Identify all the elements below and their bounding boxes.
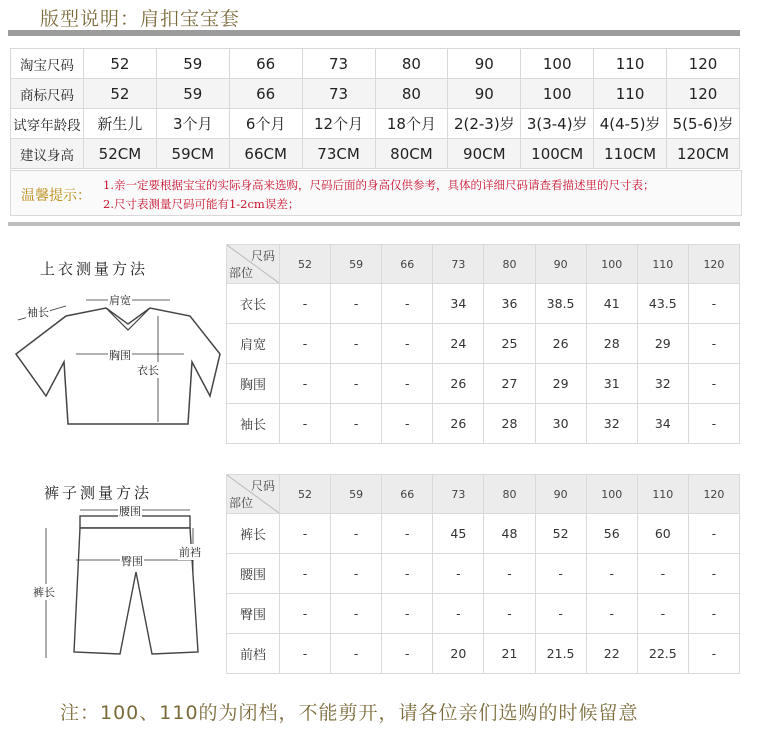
table-cell: 48	[484, 514, 535, 554]
table-cell: 73	[302, 79, 375, 109]
table-cell: 80CM	[375, 139, 448, 169]
top-measure-title: 上衣测量方法	[40, 260, 149, 278]
table-cell: -	[280, 404, 331, 444]
pants-length-label: 裤长	[33, 586, 55, 599]
table-cell: 26	[535, 324, 586, 364]
table-cell: -	[280, 554, 331, 594]
title-divider	[8, 30, 740, 36]
table-cell: 25	[484, 324, 535, 364]
table-cell: -	[382, 364, 433, 404]
table-cell: -	[331, 594, 382, 634]
table-cell: -	[586, 594, 637, 634]
table-cell: 22.5	[637, 634, 688, 674]
size-header-cell: 110	[637, 245, 688, 284]
table-cell: 43.5	[637, 284, 688, 324]
table-cell: 120	[667, 79, 740, 109]
size-header-cell: 100	[586, 475, 637, 514]
table-row	[11, 139, 740, 169]
table-cell: -	[382, 554, 433, 594]
row-header: 肩宽	[227, 324, 280, 364]
table-row	[11, 109, 740, 139]
table-cell: 66	[229, 49, 302, 79]
table-cell: -	[433, 554, 484, 594]
table-cell: 4(4-5)岁	[594, 109, 667, 139]
corner-part-label: 部位	[229, 496, 254, 510]
table-cell: -	[331, 514, 382, 554]
table-cell: 34	[433, 284, 484, 324]
size-header-cell: 80	[484, 245, 535, 284]
table-cell: 2(2-3)岁	[448, 109, 521, 139]
table-cell: 110	[594, 49, 667, 79]
table-cell: 26	[433, 404, 484, 444]
row-header: 裤长	[227, 514, 280, 554]
table-cell: 120	[667, 49, 740, 79]
size-header-cell: 80	[484, 475, 535, 514]
corner-part-label: 部位	[229, 266, 254, 280]
table-row	[11, 79, 740, 109]
row-header: 淘宝尺码	[11, 49, 84, 79]
table-cell: 6个月	[229, 109, 302, 139]
table-cell: 28	[586, 324, 637, 364]
size-header-cell: 66	[382, 245, 433, 284]
table-cell: 73CM	[302, 139, 375, 169]
table-cell: 80	[375, 79, 448, 109]
table-cell: 59CM	[156, 139, 229, 169]
table-cell: 100	[521, 79, 594, 109]
table-cell: 5(5-6)岁	[667, 109, 740, 139]
tips-label: 温馨提示：	[21, 188, 91, 204]
table-cell: -	[688, 594, 739, 634]
table-cell: -	[382, 634, 433, 674]
size-header-cell: 90	[535, 475, 586, 514]
table-cell: 100	[521, 49, 594, 79]
table-cell: -	[637, 554, 688, 594]
table-cell: 52	[535, 514, 586, 554]
table-cell: 18个月	[375, 109, 448, 139]
table-cell: 31	[586, 364, 637, 404]
table-cell: 66CM	[229, 139, 302, 169]
tips-line-2: 2.尺寸表测量尺码可能有1-2cm误差；	[103, 197, 300, 211]
table-cell: 100CM	[521, 139, 594, 169]
size-header-cell: 100	[586, 245, 637, 284]
row-header: 袖长	[227, 404, 280, 444]
header-row	[227, 245, 740, 284]
table-cell: -	[688, 634, 739, 674]
size-header-cell: 66	[382, 475, 433, 514]
table-cell: -	[331, 284, 382, 324]
table-cell: 59	[156, 79, 229, 109]
table-cell: 73	[302, 49, 375, 79]
pants-diagram	[28, 502, 218, 672]
size-header-cell: 52	[280, 475, 331, 514]
table-cell: -	[280, 594, 331, 634]
table-row	[227, 594, 740, 634]
table-cell: -	[280, 514, 331, 554]
size-header-cell: 120	[688, 475, 739, 514]
size-header-cell: 59	[331, 475, 382, 514]
table-cell: -	[637, 594, 688, 634]
table-cell: 21.5	[535, 634, 586, 674]
table-cell: -	[280, 364, 331, 404]
table-cell: 59	[156, 49, 229, 79]
table-cell: 60	[637, 514, 688, 554]
corner-cell	[227, 475, 280, 514]
top-measure-table	[226, 244, 740, 444]
table-cell: 110	[594, 79, 667, 109]
table-cell: -	[688, 404, 739, 444]
table-cell: 新生儿	[84, 109, 157, 139]
table-cell: -	[382, 404, 433, 444]
pants-illustration	[28, 502, 218, 672]
tips-line-1: 1.亲一定要根据宝宝的实际身高来选购，尺码后面的身高仅供参考，具体的详细尺码请查看描述里的尺寸表；	[103, 178, 655, 192]
table-cell: 110CM	[594, 139, 667, 169]
table-cell: 52	[84, 49, 157, 79]
table-cell: 52	[84, 79, 157, 109]
table-cell: 36	[484, 284, 535, 324]
table-cell: -	[484, 594, 535, 634]
table-cell: -	[280, 634, 331, 674]
chest-label: 胸围	[109, 349, 131, 362]
row-header: 建议身高	[11, 139, 84, 169]
table-cell: -	[331, 404, 382, 444]
table-cell: -	[484, 554, 535, 594]
table-cell: 3个月	[156, 109, 229, 139]
row-header: 胸围	[227, 364, 280, 404]
table-cell: -	[382, 324, 433, 364]
table-cell: -	[382, 284, 433, 324]
row-header: 前档	[227, 634, 280, 674]
table-cell: -	[382, 594, 433, 634]
size-header-cell: 52	[280, 245, 331, 284]
table-row	[227, 284, 740, 324]
length-label: 衣长	[137, 364, 159, 377]
corner-size-label: 尺码	[250, 249, 275, 263]
table-cell: -	[280, 284, 331, 324]
table-cell: 90	[448, 79, 521, 109]
row-header: 腰围	[227, 554, 280, 594]
table-cell: 90	[448, 49, 521, 79]
table-cell: -	[331, 364, 382, 404]
table-cell: 27	[484, 364, 535, 404]
table-cell: 29	[637, 324, 688, 364]
row-header: 商标尺码	[11, 79, 84, 109]
table-cell: 45	[433, 514, 484, 554]
top-diagram	[8, 284, 223, 434]
size-header-cell: 90	[535, 245, 586, 284]
sleeve-label: 袖长	[27, 306, 49, 319]
table-cell: 90CM	[448, 139, 521, 169]
pants-measure-title: 裤子测量方法	[44, 484, 153, 502]
size-header-cell: 73	[433, 475, 484, 514]
table-cell: -	[688, 554, 739, 594]
pants-measure-table	[226, 474, 740, 674]
shoulder-label: 肩宽	[109, 294, 131, 307]
table-row	[227, 364, 740, 404]
row-header: 臀围	[227, 594, 280, 634]
table-cell: 34	[637, 404, 688, 444]
table-cell: -	[331, 324, 382, 364]
closed-crotch-note: 注：100、110的为闭档，不能剪开，请各位亲们选购的时候留意	[60, 702, 639, 724]
header-row	[227, 475, 740, 514]
table-cell: -	[433, 594, 484, 634]
table-cell: 22	[586, 634, 637, 674]
table-cell: 56	[586, 514, 637, 554]
corner-cell	[227, 245, 280, 284]
table-cell: -	[535, 554, 586, 594]
table-cell: -	[688, 364, 739, 404]
row-header: 试穿年龄段	[11, 109, 84, 139]
table-cell: 80	[375, 49, 448, 79]
table-cell: -	[688, 284, 739, 324]
table-row	[227, 554, 740, 594]
table-cell: -	[535, 594, 586, 634]
table-cell: 38.5	[535, 284, 586, 324]
table-cell: 32	[586, 404, 637, 444]
hip-label: 臀围	[121, 555, 143, 568]
table-cell: 24	[433, 324, 484, 364]
table-row	[227, 634, 740, 674]
page-title: 版型说明：肩扣宝宝套	[40, 8, 241, 30]
waist-label: 腰围	[119, 505, 141, 518]
table-row	[227, 514, 740, 554]
crotch-label: 前裆	[179, 546, 201, 559]
table-cell: -	[586, 554, 637, 594]
table-cell: 28	[484, 404, 535, 444]
table-cell: -	[280, 324, 331, 364]
corner-size-label: 尺码	[250, 479, 275, 493]
table-cell: 41	[586, 284, 637, 324]
row-header: 衣长	[227, 284, 280, 324]
table-cell: 26	[433, 364, 484, 404]
table-cell: 3(3-4)岁	[521, 109, 594, 139]
table-cell: 20	[433, 634, 484, 674]
table-cell: -	[688, 324, 739, 364]
table-cell: -	[688, 514, 739, 554]
tips-box	[10, 170, 742, 216]
table-cell: -	[331, 634, 382, 674]
section-divider	[8, 222, 740, 226]
table-cell: 32	[637, 364, 688, 404]
table-cell: -	[382, 514, 433, 554]
size-header-cell: 110	[637, 475, 688, 514]
table-cell: 52CM	[84, 139, 157, 169]
table-row	[11, 49, 740, 79]
table-cell: 29	[535, 364, 586, 404]
table-row	[227, 324, 740, 364]
table-cell: 66	[229, 79, 302, 109]
size-table	[10, 48, 740, 169]
table-cell: 120CM	[667, 139, 740, 169]
table-cell: 30	[535, 404, 586, 444]
table-cell: 12个月	[302, 109, 375, 139]
table-row	[227, 404, 740, 444]
size-header-cell: 120	[688, 245, 739, 284]
table-cell: -	[331, 554, 382, 594]
table-cell: 21	[484, 634, 535, 674]
size-header-cell: 59	[331, 245, 382, 284]
size-header-cell: 73	[433, 245, 484, 284]
